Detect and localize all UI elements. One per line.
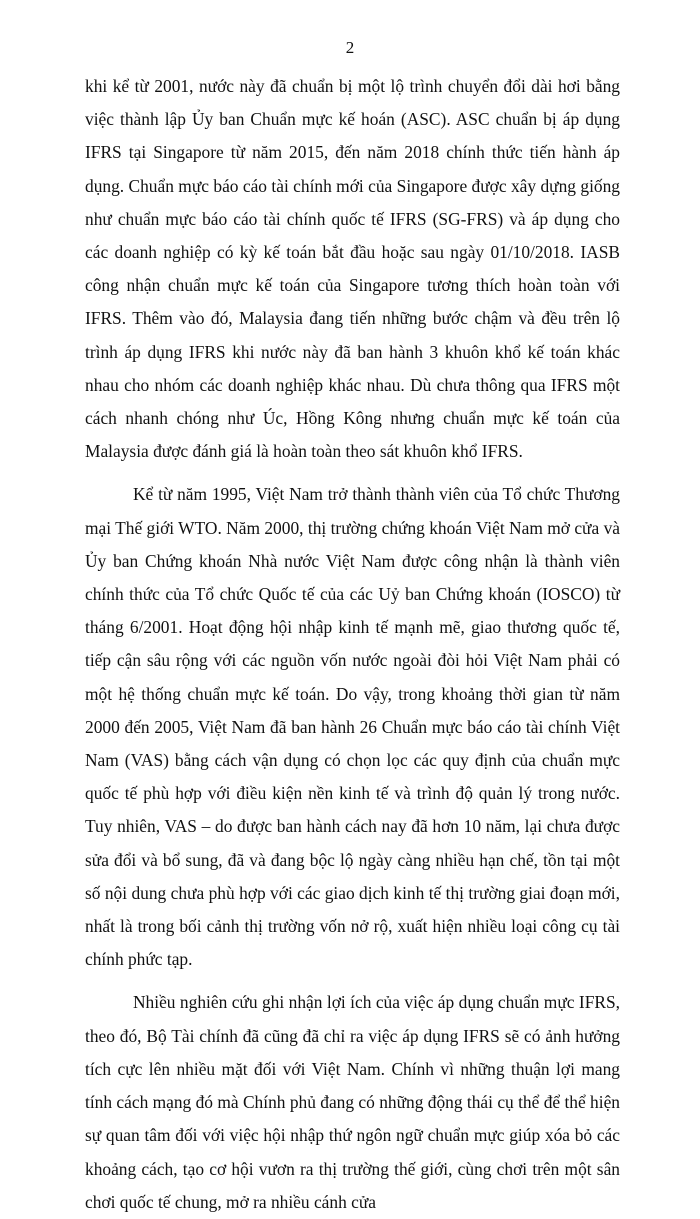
paragraph-continuation: khi kể từ 2001, nước này đã chuẩn bị một lộ trình chuyển đổi dài hơi bằng việc thành lập Ủy ban Chuẩn mực kế hoán (ASC). ASC chuẩn bị áp dụng IFRS tại Singapore từ năm 2015, đến năm 2018 chính thức tiến hành áp dụng. Chuẩn mực báo cáo tài chính mới của Singapore được xây dựng giống như chuẩn mực báo cáo tài chính quốc tế IFRS (SG-FRS) và áp dụng cho các doanh nghiệp có kỳ kế toán bắt đầu hoặc sau ngày 01/10/2018. IASB công nhận chuẩn mực kế toán của Singapore tương thích hoàn toàn với IFRS. Thêm vào đó, Malaysia đang tiến những bước chậm và đều trên lộ trình áp dụng IFRS khi nước này đã ban hành 3 khuôn khổ kế toán khác nhau cho nhóm các doanh nghiệp khác nhau. Dù chưa thông qua IFRS một cách nhanh chóng như Úc, Hồng Kông nhưng chuẩn mực kế toán của Malaysia được đánh giá là hoàn toàn theo sát khuôn khổ IFRS. [85, 76, 620, 462]
page-number: 2 [345, 38, 355, 57]
paragraph-ifrs-benefits: Nhiều nghiên cứu ghi nhận lợi ích của việc áp dụng chuẩn mực IFRS, theo đó, Bộ Tài chính đã cũng đã chỉ ra việc áp dụng IFRS sẽ có ảnh hưởng tích cực lên nhiều mặt đối với Việt Nam. Chính vì những thuận lợi mang tính cách mạng đó mà Chính phủ đang có những động thái cụ thể để thể hiện sự quan tâm đối với việc hội nhập thứ ngôn ngữ chuẩn mực giúp xóa bỏ các khoảng cách, tạo cơ hội vươn ra thị trường thế giới, cùng chơi trên một sân chơi quốc tế chung, mở ra nhiều cánh cửa [85, 992, 620, 1212]
paragraph-vietnam-history: Kể từ năm 1995, Việt Nam trở thành thành viên của Tổ chức Thương mại Thế giới WTO. Năm 2000, thị trường chứng khoán Việt Nam mở cửa và Ủy ban Chứng khoán Nhà nước Việt Nam được công nhận là thành viên chính thức của Tổ chức Quốc tế của các Uỷ ban Chứng khoán (IOSCO) từ tháng 6/2001. Hoạt động hội nhập kinh tế mạnh mẽ, giao thương quốc tế, tiếp cận sâu rộng với các nguồn vốn nước ngoài đòi hỏi Việt Nam phải có một hệ thống chuẩn mực kế toán. Do vậy, trong khoảng thời gian từ năm 2000 đến 2005, Việt Nam đã ban hành 26 Chuẩn mực báo cáo tài chính Việt Nam (VAS) bằng cách vận dụng có chọn lọc các quy định của chuẩn mực quốc tế phù hợp với điều kiện nền kinh tế và trình độ quản lý trong nước. Tuy nhiên, VAS – do được ban hành cách nay đã hơn 10 năm, lại chưa được sửa đổi và bổ sung, đã và đang bộc lộ ngày càng nhiều hạn chế, tồn tại một số nội dung chưa phù hợp với các giao dịch kinh tế thị trường giai đoạn mới, nhất là trong bối cảnh thị trường vốn nở rộ, xuất hiện nhiều loại công cụ tài chính phức tạp. [85, 484, 620, 970]
document-body [85, 70, 620, 1219]
